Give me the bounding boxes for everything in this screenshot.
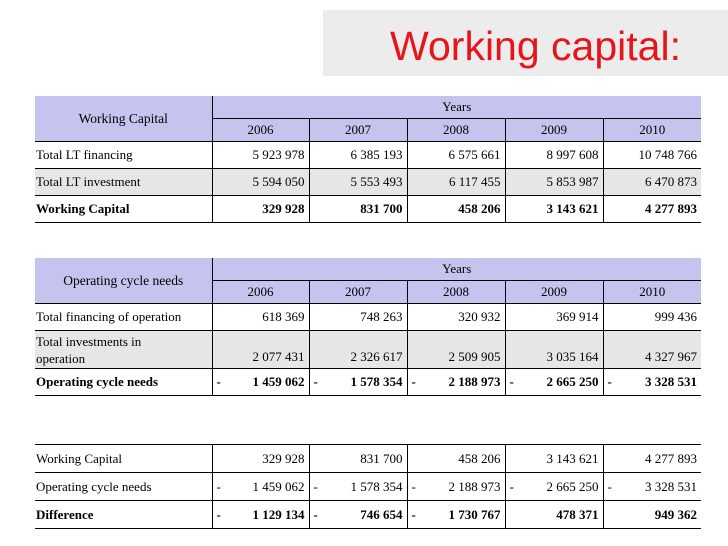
value-cell: 5 594 050 [212,169,309,196]
negative-sign: - [411,374,416,389]
table-row [35,304,701,331]
year-header: 2009 [505,119,603,142]
year-header: 2010 [603,281,701,304]
value-cell: 320 932 [407,304,505,331]
value-cell: 6 470 873 [603,169,701,196]
value-cell [603,369,701,396]
year-header: 2007 [309,281,407,304]
value-cell: 3 035 164 [505,331,603,369]
value-text: 1 578 354 [350,478,403,494]
table-label-header: Working Capital [35,96,212,142]
value-text: 3 328 531 [645,478,697,494]
value-cell [309,501,407,529]
value-cell: 831 700 [309,445,407,473]
value-cell [212,473,309,501]
negative-sign: - [313,374,318,389]
row-label: Working Capital [35,445,212,473]
value-text: 2 188 973 [448,478,501,494]
value-cell [309,369,407,396]
table-row [35,445,701,473]
table-row [35,196,701,223]
value-cell [212,501,309,529]
negative-sign: - [313,478,318,494]
value-cell: 999 436 [603,304,701,331]
value-cell [505,369,603,396]
row-label [35,331,212,369]
table-row [35,473,701,501]
negative-sign: - [216,374,221,389]
year-header: 2008 [407,119,505,142]
value-cell: 458 206 [407,445,505,473]
value-cell: 618 369 [212,304,309,331]
negative-sign: - [607,478,612,494]
value-cell: 6 575 661 [407,142,505,169]
value-cell [407,369,505,396]
value-cell: 8 997 608 [505,142,603,169]
value-cell [603,473,701,501]
value-cell: 2 077 431 [212,331,309,369]
year-header: 2010 [603,119,701,142]
table-row [35,142,701,169]
year-header: 2008 [407,281,505,304]
year-header: 2006 [212,281,309,304]
value-text: 1 578 354 [350,374,403,389]
year-header: 2009 [505,281,603,304]
working-capital-table [35,96,701,223]
table-row [35,369,701,396]
row-label-line: operation [36,351,86,366]
value-cell: 5 553 493 [309,169,407,196]
value-cell [603,501,701,529]
years-header: Years [212,96,701,119]
value-cell: 4 277 893 [603,196,701,223]
operating-cycle-table [35,258,701,396]
table-row [35,331,701,369]
table-row [35,169,701,196]
value-text: 1 459 062 [252,478,305,494]
row-label: Total financing of operation [35,304,212,331]
value-cell [505,501,603,529]
row-label: Operating cycle needs [35,473,212,501]
year-header: 2006 [212,119,309,142]
value-cell: 3 143 621 [505,445,603,473]
value-cell: 4 277 893 [603,445,701,473]
value-cell [309,473,407,501]
value-cell: 10 748 766 [603,142,701,169]
value-cell: 6 117 455 [407,169,505,196]
negative-sign: - [509,374,514,389]
negative-sign: - [411,478,416,494]
value-text: 949 362 [654,506,697,522]
value-text: 2 188 973 [448,374,501,389]
value-text: 1 459 062 [252,374,305,389]
value-text: 746 654 [360,506,403,522]
value-text: 478 371 [556,506,599,522]
value-cell: 748 263 [309,304,407,331]
value-cell: 458 206 [407,196,505,223]
value-cell: 3 143 621 [505,196,603,223]
value-text: 1 129 134 [252,506,305,522]
value-text: 2 665 250 [546,478,599,494]
negative-sign: - [411,506,416,522]
row-label: Total LT investment [35,169,212,196]
value-cell: 5 923 978 [212,142,309,169]
page-title: Working capital: [390,23,681,69]
negative-sign: - [509,478,514,494]
row-label: Working Capital [35,196,212,223]
row-label: Total LT financing [35,142,212,169]
value-cell [407,473,505,501]
year-header: 2007 [309,119,407,142]
value-cell [212,369,309,396]
value-cell: 369 914 [505,304,603,331]
value-cell: 4 327 967 [603,331,701,369]
negative-sign: - [313,506,318,522]
value-cell [505,473,603,501]
value-text: 3 328 531 [645,374,697,389]
row-label: Operating cycle needs [35,369,212,396]
value-cell: 329 928 [212,445,309,473]
value-cell: 6 385 193 [309,142,407,169]
negative-sign: - [607,374,612,389]
value-cell: 831 700 [309,196,407,223]
table-label-header: Operating cycle needs [35,258,212,304]
negative-sign: - [216,506,221,522]
negative-sign: - [216,478,221,494]
row-label: Difference [35,501,212,529]
table-row [35,501,701,529]
value-text: 2 665 250 [546,374,599,389]
value-cell: 329 928 [212,196,309,223]
value-text: 1 730 767 [448,506,501,522]
title-banner [323,10,728,76]
row-label-line: Total investments in [36,334,142,349]
value-cell: 2 326 617 [309,331,407,369]
value-cell: 2 509 905 [407,331,505,369]
years-header: Years [212,258,701,281]
difference-table [35,444,701,529]
value-cell [407,501,505,529]
value-cell: 5 853 987 [505,169,603,196]
